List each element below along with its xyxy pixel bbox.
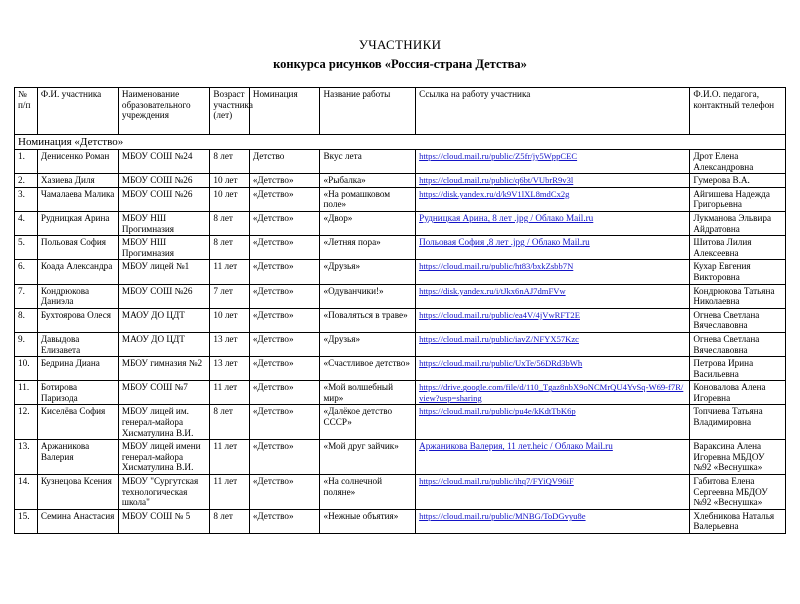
cell-num: 5.: [15, 236, 38, 260]
cell-nomination: «Детство»: [249, 405, 320, 440]
document-page: [0, 38, 800, 604]
cell-organization: МБОУ лицей №1: [118, 260, 209, 284]
table-row: [15, 381, 786, 405]
cell-teacher: Петрова Ирина Васильевна: [690, 357, 786, 381]
header-age: Возраст участника (лет): [210, 88, 249, 135]
cell-participant-name: Коада Александра: [37, 260, 118, 284]
cell-nomination: «Детство»: [249, 509, 320, 533]
cell-link: [416, 509, 690, 533]
cell-participant-name: Давыдова Елизавета: [37, 332, 118, 356]
table-row: [15, 440, 786, 475]
cell-organization: МБОУ СОШ №26: [118, 187, 209, 211]
cell-num: 11.: [15, 381, 38, 405]
cell-num: 6.: [15, 260, 38, 284]
cell-organization: МБОУ СОШ №24: [118, 150, 209, 174]
participants-table: [14, 87, 786, 534]
cell-age: 8 лет: [210, 211, 249, 235]
cell-nomination: «Детство»: [249, 332, 320, 356]
cell-organization: МБОУ лицей имени генерал-майора Хисматулина В.И.: [118, 440, 209, 475]
table-row: [15, 187, 786, 211]
header-participant: Ф.И. участника: [37, 88, 118, 135]
cell-work-title: «Далёкое детство СССР»: [320, 405, 416, 440]
cell-num: 7.: [15, 284, 38, 308]
cell-age: 11 лет: [210, 260, 249, 284]
cell-work-title: «Летняя пора»: [320, 236, 416, 260]
cell-nomination: «Детство»: [249, 440, 320, 475]
work-link[interactable]: https://cloud.mail.ru/public/MNBG/ToDGvyu8e: [419, 510, 586, 521]
cell-link: [416, 357, 690, 381]
work-link[interactable]: https://cloud.mail.ru/public/ht83/bxkZsbb7N: [419, 261, 574, 272]
cell-participant-name: Семина Анастасия: [37, 509, 118, 533]
cell-link: [416, 475, 690, 510]
cell-nomination: Детство: [249, 150, 320, 174]
cell-teacher: Айгишева Надежда Григорьевна: [690, 187, 786, 211]
header-num: № п/п: [15, 88, 38, 135]
cell-work-title: «Мой волшебный мир»: [320, 381, 416, 405]
work-link[interactable]: https://disk.yandex.ru/i/tJkx6nAJ7dmFVw: [419, 285, 566, 296]
table-row: [15, 284, 786, 308]
cell-teacher: Кондрюкова Татьяна Николаевна: [690, 284, 786, 308]
cell-work-title: «Двор»: [320, 211, 416, 235]
section-title: Номинация «Детство»: [15, 135, 786, 150]
cell-nomination: «Детство»: [249, 308, 320, 332]
cell-teacher: Хлебникова Наталья Валерьевна: [690, 509, 786, 533]
cell-age: 7 лет: [210, 284, 249, 308]
cell-work-title: «Одуванчики!»: [320, 284, 416, 308]
cell-num: 10.: [15, 357, 38, 381]
cell-organization: МАОУ ДО ЦДТ: [118, 332, 209, 356]
header-link: Ссылка на работу участника: [416, 88, 690, 135]
header-teacher: Ф.И.О. педагога, контактный телефон: [690, 88, 786, 135]
cell-participant-name: Аржаникова Валерия: [37, 440, 118, 475]
table-row: [15, 174, 786, 188]
work-link[interactable]: Рудницкая Арина, 8 лет .jpg / Облако Mail.ru: [419, 212, 594, 223]
cell-age: 8 лет: [210, 236, 249, 260]
cell-num: 13.: [15, 440, 38, 475]
cell-num: 9.: [15, 332, 38, 356]
cell-work-title: «На солнечной поляне»: [320, 475, 416, 510]
cell-teacher: Огнева Светлана Вячеславовна: [690, 308, 786, 332]
cell-teacher: Топчиева Татьяна Владимировна: [690, 405, 786, 440]
cell-teacher: Габитова Елена Сергеевна МБДОУ №92 «Веснушка»: [690, 475, 786, 510]
cell-link: [416, 211, 690, 235]
table-row: [15, 357, 786, 381]
cell-organization: МБОУ СОШ №26: [118, 284, 209, 308]
cell-teacher: Лукманова Эльвира Айдратовна: [690, 211, 786, 235]
cell-age: 11 лет: [210, 381, 249, 405]
cell-age: 11 лет: [210, 440, 249, 475]
cell-organization: МБОУ СОШ №26: [118, 174, 209, 188]
table-row: [15, 236, 786, 260]
cell-teacher: Вараксина Алена Игоревна МБДОУ №92 «Веснушка»: [690, 440, 786, 475]
cell-participant-name: Кузнецова Ксения: [37, 475, 118, 510]
cell-organization: МАОУ ДО ЦДТ: [118, 308, 209, 332]
table-header-row: [15, 88, 786, 135]
header-work-title: Название работы: [320, 88, 416, 135]
cell-age: 8 лет: [210, 405, 249, 440]
cell-num: 2.: [15, 174, 38, 188]
cell-participant-name: Чамалаева Малика: [37, 187, 118, 211]
cell-nomination: «Детство»: [249, 357, 320, 381]
cell-work-title: «Друзья»: [320, 260, 416, 284]
work-link[interactable]: https://disk.yandex.ru/d/k9V1lXL8mdCx2g: [419, 188, 570, 199]
cell-organization: МБОУ СОШ № 5: [118, 509, 209, 533]
cell-organization: МБОУ "Сургутская технологическая школа": [118, 475, 209, 510]
cell-work-title: «На ромашковом поле»: [320, 187, 416, 211]
cell-link: [416, 260, 690, 284]
cell-participant-name: Бухтоярова Олеся: [37, 308, 118, 332]
cell-work-title: Вкус лета: [320, 150, 416, 174]
work-link[interactable]: https://cloud.mail.ru/public/ea4V/4jVwRFT2E: [419, 309, 580, 320]
table-header: [15, 88, 786, 135]
cell-age: 8 лет: [210, 150, 249, 174]
cell-link: [416, 440, 690, 475]
cell-nomination: «Детство»: [249, 187, 320, 211]
cell-work-title: «Мой друг зайчик»: [320, 440, 416, 475]
cell-work-title: «Рыбалка»: [320, 174, 416, 188]
cell-link: [416, 284, 690, 308]
cell-teacher: Гумерова В.А.: [690, 174, 786, 188]
cell-teacher: Огнева Светлана Вячеславовна: [690, 332, 786, 356]
cell-age: 10 лет: [210, 308, 249, 332]
cell-work-title: «Друзья»: [320, 332, 416, 356]
cell-link: [416, 308, 690, 332]
cell-link: [416, 174, 690, 188]
cell-participant-name: Кондрюкова Даниэла: [37, 284, 118, 308]
table-row: [15, 475, 786, 510]
page-title: УЧАСТНИКИ: [358, 37, 442, 52]
cell-teacher: Шитова Лилия Алексеевна: [690, 236, 786, 260]
cell-nomination: «Детство»: [249, 284, 320, 308]
page-subtitle: конкурса рисунков «Россия-страна Детства»: [273, 57, 527, 71]
cell-num: 14.: [15, 475, 38, 510]
table-row: [15, 405, 786, 440]
cell-age: 13 лет: [210, 332, 249, 356]
work-link[interactable]: https://cloud.mail.ru/public/Z5fr/jy5WppCEC: [419, 151, 578, 161]
cell-participant-name: Киселёва София: [37, 405, 118, 440]
header-nomination: Номинация: [249, 88, 320, 135]
cell-teacher: Кухар Евгения Викторовна: [690, 260, 786, 284]
cell-teacher: Дрот Елена Александровна: [690, 150, 786, 174]
cell-nomination: «Детство»: [249, 211, 320, 235]
cell-link: [416, 332, 690, 356]
cell-num: 12.: [15, 405, 38, 440]
cell-organization: МБОУ НШ Прогимназия: [118, 236, 209, 260]
cell-participant-name: Польовая София: [37, 236, 118, 260]
cell-nomination: «Детство»: [249, 260, 320, 284]
cell-link: [416, 381, 690, 405]
work-link[interactable]: https://cloud.mail.ru/public/UxTe/56DRd3bWh: [419, 358, 583, 369]
work-link[interactable]: https://drive.google.com/file/d/110_Tgaz8nbX9oNCMrQU4YvSq-W69-f7R/view?usp=sharing: [419, 382, 684, 403]
cell-organization: МБОУ НШ Прогимназия: [118, 211, 209, 235]
work-link[interactable]: https://cloud.mail.ru/public/pu4e/kKdtTbK6p: [419, 406, 576, 417]
cell-age: 8 лет: [210, 509, 249, 533]
cell-num: 8.: [15, 308, 38, 332]
cell-participant-name: Бедрина Диана: [37, 357, 118, 381]
table-row: [15, 211, 786, 235]
table-row: [15, 308, 786, 332]
work-link[interactable]: Аржаникова Валерия, 11 лет.heic / Облако Mail.ru: [419, 441, 613, 452]
cell-link: [416, 405, 690, 440]
table-row: [15, 260, 786, 284]
cell-num: 3.: [15, 187, 38, 211]
work-link[interactable]: https://cloud.mail.ru/public/iavZ/NFYX57Kzc: [419, 333, 579, 344]
cell-participant-name: Рудницкая Арина: [37, 211, 118, 235]
cell-age: 11 лет: [210, 475, 249, 510]
cell-work-title: «Счастливое детство»: [320, 357, 416, 381]
cell-link: [416, 236, 690, 260]
table-row: [15, 150, 786, 174]
cell-nomination: «Детство»: [249, 236, 320, 260]
cell-organization: МБОУ гимназия №2: [118, 357, 209, 381]
cell-organization: МБОУ СОШ №7: [118, 381, 209, 405]
cell-nomination: «Детство»: [249, 381, 320, 405]
cell-nomination: «Детство»: [249, 475, 320, 510]
table-body: [15, 135, 786, 534]
cell-teacher: Коновалова Алена Игоревна: [690, 381, 786, 405]
cell-organization: МБОУ лицей им. генерал-майора Хисматулина В.И.: [118, 405, 209, 440]
cell-participant-name: Денисенко Роман: [37, 150, 118, 174]
cell-work-title: «Нежные объятия»: [320, 509, 416, 533]
cell-num: 4.: [15, 211, 38, 235]
section-header-row: [15, 135, 786, 150]
cell-participant-name: Ботирова Паризода: [37, 381, 118, 405]
cell-nomination: «Детство»: [249, 174, 320, 188]
table-row: [15, 332, 786, 356]
cell-age: 10 лет: [210, 187, 249, 211]
cell-link: [416, 187, 690, 211]
cell-age: 13 лет: [210, 357, 249, 381]
cell-work-title: «Поваляться в траве»: [320, 308, 416, 332]
table-row: [15, 509, 786, 533]
work-link[interactable]: Польовая София ,8 лет .jpg / Облако Mail.ru: [419, 237, 590, 248]
cell-participant-name: Хазиева Диля: [37, 174, 118, 188]
cell-age: 10 лет: [210, 174, 249, 188]
header-organization: Наименование образовательного учреждения: [118, 88, 209, 135]
work-link[interactable]: https://cloud.mail.ru/public/ihq7/FYiQV96iF: [419, 476, 574, 487]
work-link[interactable]: https://cloud.mail.ru/public/q6bt/VUbrR9v3l: [419, 175, 574, 186]
cell-num: 1.: [15, 150, 38, 174]
cell-num: 15.: [15, 509, 38, 533]
cell-link: [416, 150, 690, 174]
